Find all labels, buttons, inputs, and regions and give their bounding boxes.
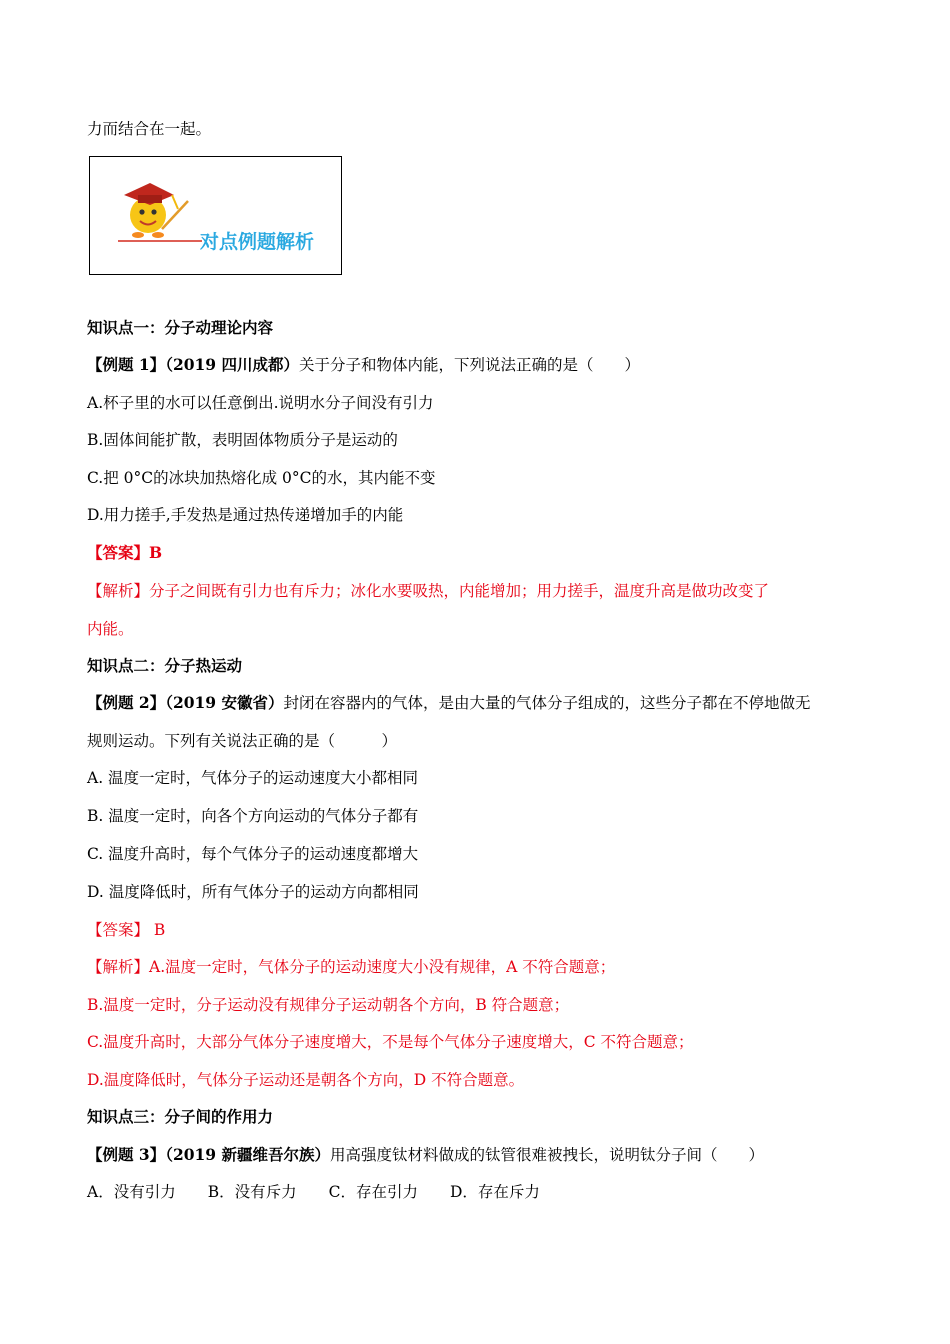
knowledge-point-heading: 知识点一：分子动理论内容	[87, 318, 274, 337]
answer: 【答案】 B	[87, 921, 166, 939]
option-c: C．存在引力	[328, 1183, 418, 1201]
question-text: 规则运动。下列有关说法正确的是（ ）	[87, 732, 398, 750]
example-tag: 【例题 2】	[87, 693, 166, 712]
option-a: A. 温度一定时，气体分子的运动速度大小都相同	[87, 769, 419, 787]
question-text: 关于分子和物体内能，下列说法正确的是（ ）	[298, 356, 640, 374]
options-row	[87, 1182, 572, 1202]
example-question	[87, 355, 640, 375]
example-tag: 【例题 3】	[87, 1145, 166, 1164]
option-c: C.把 0°C的冰块加热熔化成 0°C的水，其内能不变	[87, 469, 436, 487]
answer: 【答案】B	[87, 543, 163, 562]
explanation: 【解析】分子之间既有引力也有斥力；冰化水要吸热，内能增加；用力搓手，温度升高是做功改变了	[87, 582, 770, 600]
text-line: 力而结合在一起。	[87, 120, 212, 138]
section-banner	[89, 156, 342, 275]
option-a: A.杯子里的水可以任意倒出.说明水分子间没有引力	[87, 394, 434, 412]
example-tag: 【例题 1】	[87, 355, 166, 374]
option-d: D．存在斥力	[449, 1183, 540, 1201]
option-b: B.固体间能扩散，表明固体物质分子是运动的	[87, 431, 398, 449]
example-source: （2019 安徽省）	[165, 693, 284, 712]
graduation-cap-smiley-icon	[90, 157, 343, 276]
explanation: B.温度一定时，分子运动没有规律分子运动朝各个方向，B 符合题意；	[87, 996, 570, 1014]
knowledge-point-heading: 知识点三：分子间的作用力	[87, 1107, 274, 1126]
explanation: D.温度降低时，气体分子运动还是朝各个方向，D 不符合题意。	[87, 1071, 525, 1089]
example-source: （2019 新疆维吾尔族）	[165, 1145, 330, 1164]
example-question	[87, 1145, 764, 1165]
option-d: D.用力搓手,手发热是通过热传递增加手的内能	[87, 506, 404, 524]
banner-title: 对点例题解析	[200, 231, 315, 253]
option-d: D. 温度降低时，所有气体分子的运动方向都相同	[87, 883, 419, 901]
explanation: 内能。	[87, 620, 134, 638]
explanation: 【解析】A.温度一定时，气体分子的运动速度大小没有规律，A 不符合题意；	[87, 958, 616, 976]
example-question	[87, 693, 811, 713]
question-text: 用高强度钛材料做成的钛管很难被拽长，说明钛分子间（ ）	[329, 1146, 764, 1164]
example-source: （2019 四川成都）	[165, 355, 299, 374]
option-b: B. 温度一定时，向各个方向运动的气体分子都有	[87, 807, 419, 825]
option-a: A．没有引力	[87, 1183, 176, 1201]
explanation: C.温度升高时，大部分气体分子速度增大，不是每个气体分子速度增大，C 不符合题意；	[87, 1033, 694, 1051]
question-text: 封闭在容器内的气体，是由大量的气体分子组成的，这些分子都在不停地做无	[283, 694, 811, 712]
knowledge-point-heading: 知识点二：分子热运动	[87, 656, 243, 675]
option-b: B．没有斥力	[207, 1183, 297, 1201]
option-c: C. 温度升高时，每个气体分子的运动速度都增大	[87, 845, 419, 863]
